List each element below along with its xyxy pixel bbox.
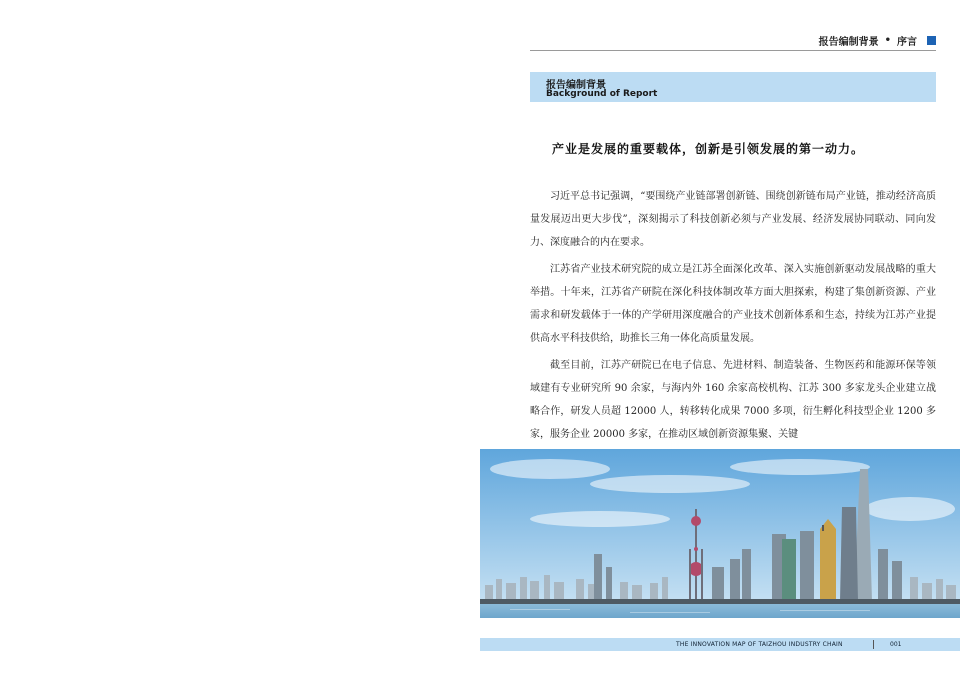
paragraph: 截至目前，江苏产研院已在电子信息、先进材料、制造装备、生物医药和能源环保等领域建有专业研究所 90 余家，与海内外 160 余家高校机构、江苏 300 多家龙头企业建立战略合作，研发人员超 12000 人，转移转化成果 7000 多项，衍生孵化科技型企业 1200 多家，服务企业 20000 多家，在推动区域创新资源集聚、关键 <box>530 360 936 440</box>
section-title-zh: 报告编制背景 <box>546 80 606 91</box>
section-heading-band <box>530 72 936 102</box>
right-page <box>480 0 960 679</box>
body-text <box>530 185 936 450</box>
section-title-en: Background of Report <box>546 89 658 99</box>
page-number: 001 <box>890 641 902 648</box>
running-head-section: 报告编制背景 <box>818 36 879 48</box>
footer-divider <box>873 640 874 649</box>
city-skyline-photo <box>480 449 960 618</box>
running-head-chapter: 序言 <box>897 36 917 48</box>
running-head-separator: • <box>884 34 891 46</box>
paragraph: 江苏省产业技术研究院的成立是江苏全面深化改革、深入实施创新驱动发展战略的重大举措。十年来，江苏省产研院在深化科技体制改革方面大胆探索，构建了集创新资源、产业需求和研发载体于一体的产学研用深度融合的产业技术创新体系和生态，持续为江苏产业提供高水平科技供给，助推长三角一体化高质量发展。 <box>530 264 936 344</box>
footer-band <box>480 638 960 651</box>
footer-title: THE INNOVATION MAP OF TAIZHOU INDUSTRY CHAIN <box>676 641 843 648</box>
lead-sentence: 产业是发展的重要载体，创新是引领发展的第一动力。 <box>552 142 865 156</box>
paragraph: 习近平总书记强调，“要围绕产业链部署创新链、围绕创新链布局产业链，推动经济高质量发展迈出更大步伐”，深刻揭示了科技创新必须与产业发展、经济发展协同联动、同向发力、深度融合的内在要求。 <box>530 191 936 248</box>
blue-square-icon <box>927 36 936 45</box>
running-head <box>530 33 936 51</box>
skyline-illustration <box>480 449 960 618</box>
